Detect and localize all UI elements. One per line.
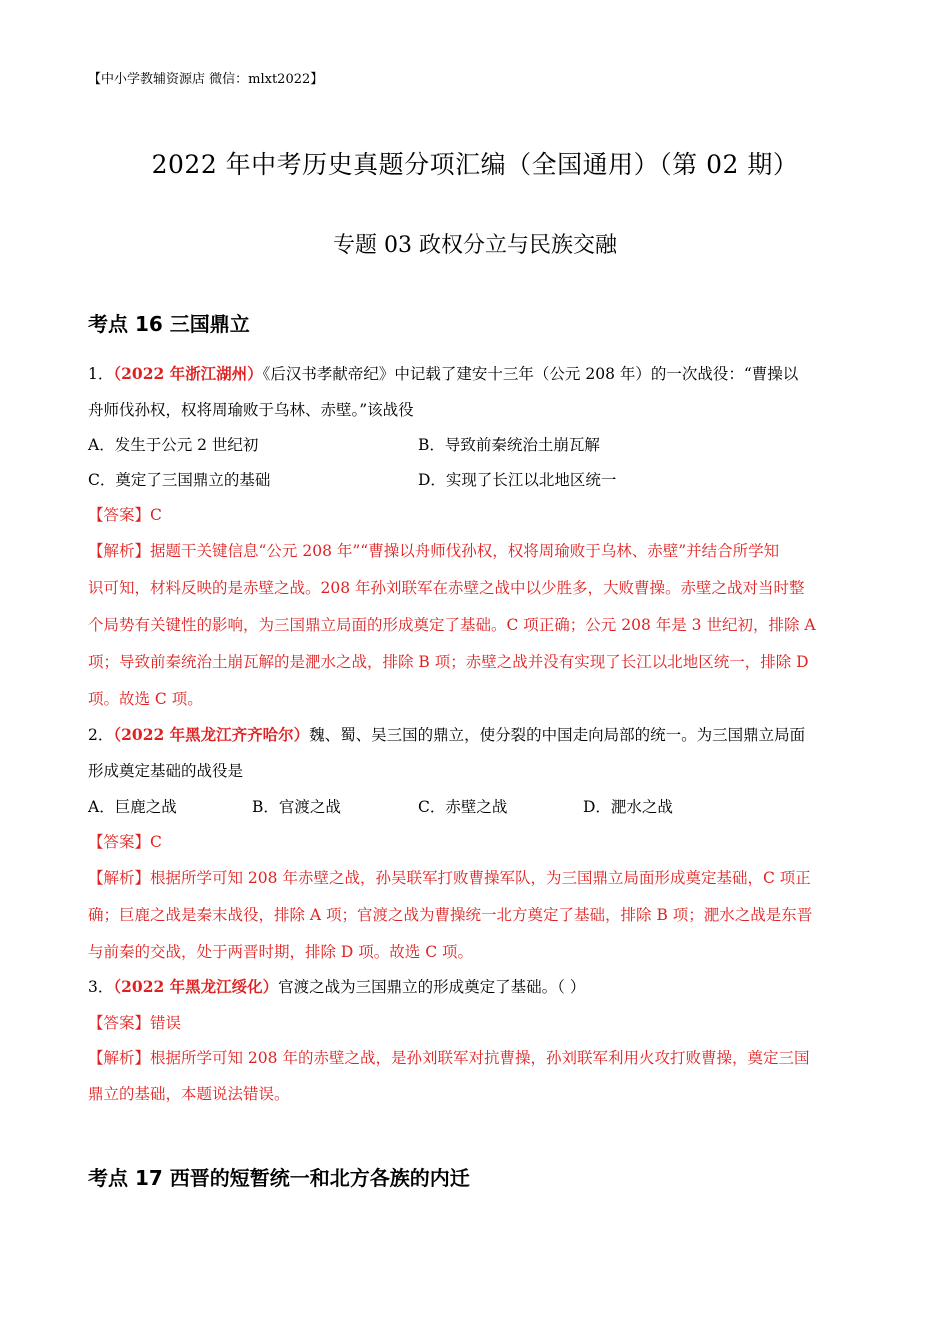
q2-option-c: C．赤壁之战 [418, 798, 508, 816]
header-note: 【中小学教辅资源店 微信：mlxt2022】 [88, 72, 324, 87]
q3-answer: 【答案】错误 [88, 1014, 182, 1032]
question-3-line-1 [88, 975, 863, 997]
q2-explanation-line-2: 确；巨鹿之战是秦末战役，排除 A 项；官渡之战为曹操统一北方奠定了基础，排除 B 项；淝水之战是东晋 [88, 906, 813, 924]
question-1-line-1 [88, 362, 863, 384]
question-stem: 官渡之战为三国鼎立的形成奠定了基础。（ ） [278, 978, 586, 996]
question-number: 3． [88, 978, 114, 996]
q1-explanation-line-4: 项；导致前秦统治土崩瓦解的是淝水之战，排除 B 项；赤壁之战并没有实现了长江以北地区统一，排除 D [88, 653, 809, 671]
q1-explanation-line-3: 个局势有关键性的影响，为三国鼎立局面的形成奠定了基础。C 项正确；公元 208 年是 3 世纪初，排除 A [88, 616, 816, 634]
question-source: （2022 年浙江湖州） [113, 364, 263, 383]
q1-explanation-line-1: 【解析】据题干关键信息“公元 208 年”“曹操以舟师伐孙权，权将周瑜败于乌林、赤壁”并结合所学知 [88, 542, 780, 560]
q3-explanation-line-2: 鼎立的基础，本题说法错误。 [88, 1085, 290, 1103]
q1-option-a: A．发生于公元 2 世纪初 [88, 436, 259, 454]
question-stem: 《后汉书孝献帝纪》中记载了建安十三年（公元 208 年）的一次战役：“曹操以 [262, 365, 799, 383]
q1-option-c: C．奠定了三国鼎立的基础 [88, 471, 271, 489]
q2-answer: 【答案】C [88, 833, 162, 851]
q1-explanation-line-5: 项。故选 C 项。 [88, 690, 203, 708]
q2-option-a: A．巨鹿之战 [88, 798, 177, 816]
question-source: （2022 年黑龙江齐齐哈尔） [113, 725, 310, 744]
document-title: 2022 年中考历史真题分项汇编（全国通用）（第 02 期） [151, 150, 799, 179]
question-source: （2022 年黑龙江绥化） [113, 977, 279, 996]
question-2-line-2: 形成奠定基础的战役是 [88, 762, 244, 780]
q1-explanation-line-2: 识可知，材料反映的是赤壁之战。208 年孙刘联军在赤壁之战中以少胜多，大败曹操。赤壁之战对当时整 [88, 579, 805, 597]
document-subtitle: 专题 03 政权分立与民族交融 [333, 233, 617, 258]
question-number: 1． [88, 365, 114, 383]
question-stem: 魏、蜀、吴三国的鼎立，使分裂的中国走向局部的统一。为三国鼎立局面 [309, 726, 806, 744]
q2-explanation-line-3: 与前秦的交战，处于两晋时期，排除 D 项。故选 C 项。 [88, 943, 473, 961]
section-heading-17: 考点 17 西晋的短暂统一和北方各族的内迁 [88, 1166, 470, 1190]
q1-option-d: D．实现了长江以北地区统一 [418, 471, 617, 489]
q2-option-d: D．淝水之战 [583, 798, 673, 816]
q1-answer: 【答案】C [88, 506, 162, 524]
section-heading-16: 考点 16 三国鼎立 [88, 312, 250, 336]
question-number: 2． [88, 726, 114, 744]
question-2-line-1 [88, 723, 863, 745]
q2-option-b: B．官渡之战 [252, 798, 341, 816]
q2-explanation-line-1: 【解析】根据所学可知 208 年赤壁之战，孙吴联军打败曹操军队，为三国鼎立局面形成奠定基础，C 项正 [88, 869, 811, 887]
question-1-line-2: 舟师伐孙权，权将周瑜败于乌林、赤壁。”该战役 [88, 401, 414, 419]
q1-option-b: B．导致前秦统治土崩瓦解 [418, 436, 600, 454]
q3-explanation-line-1: 【解析】根据所学可知 208 年的赤壁之战，是孙刘联军对抗曹操，孙刘联军利用火攻打败曹操，奠定三国 [88, 1049, 810, 1067]
